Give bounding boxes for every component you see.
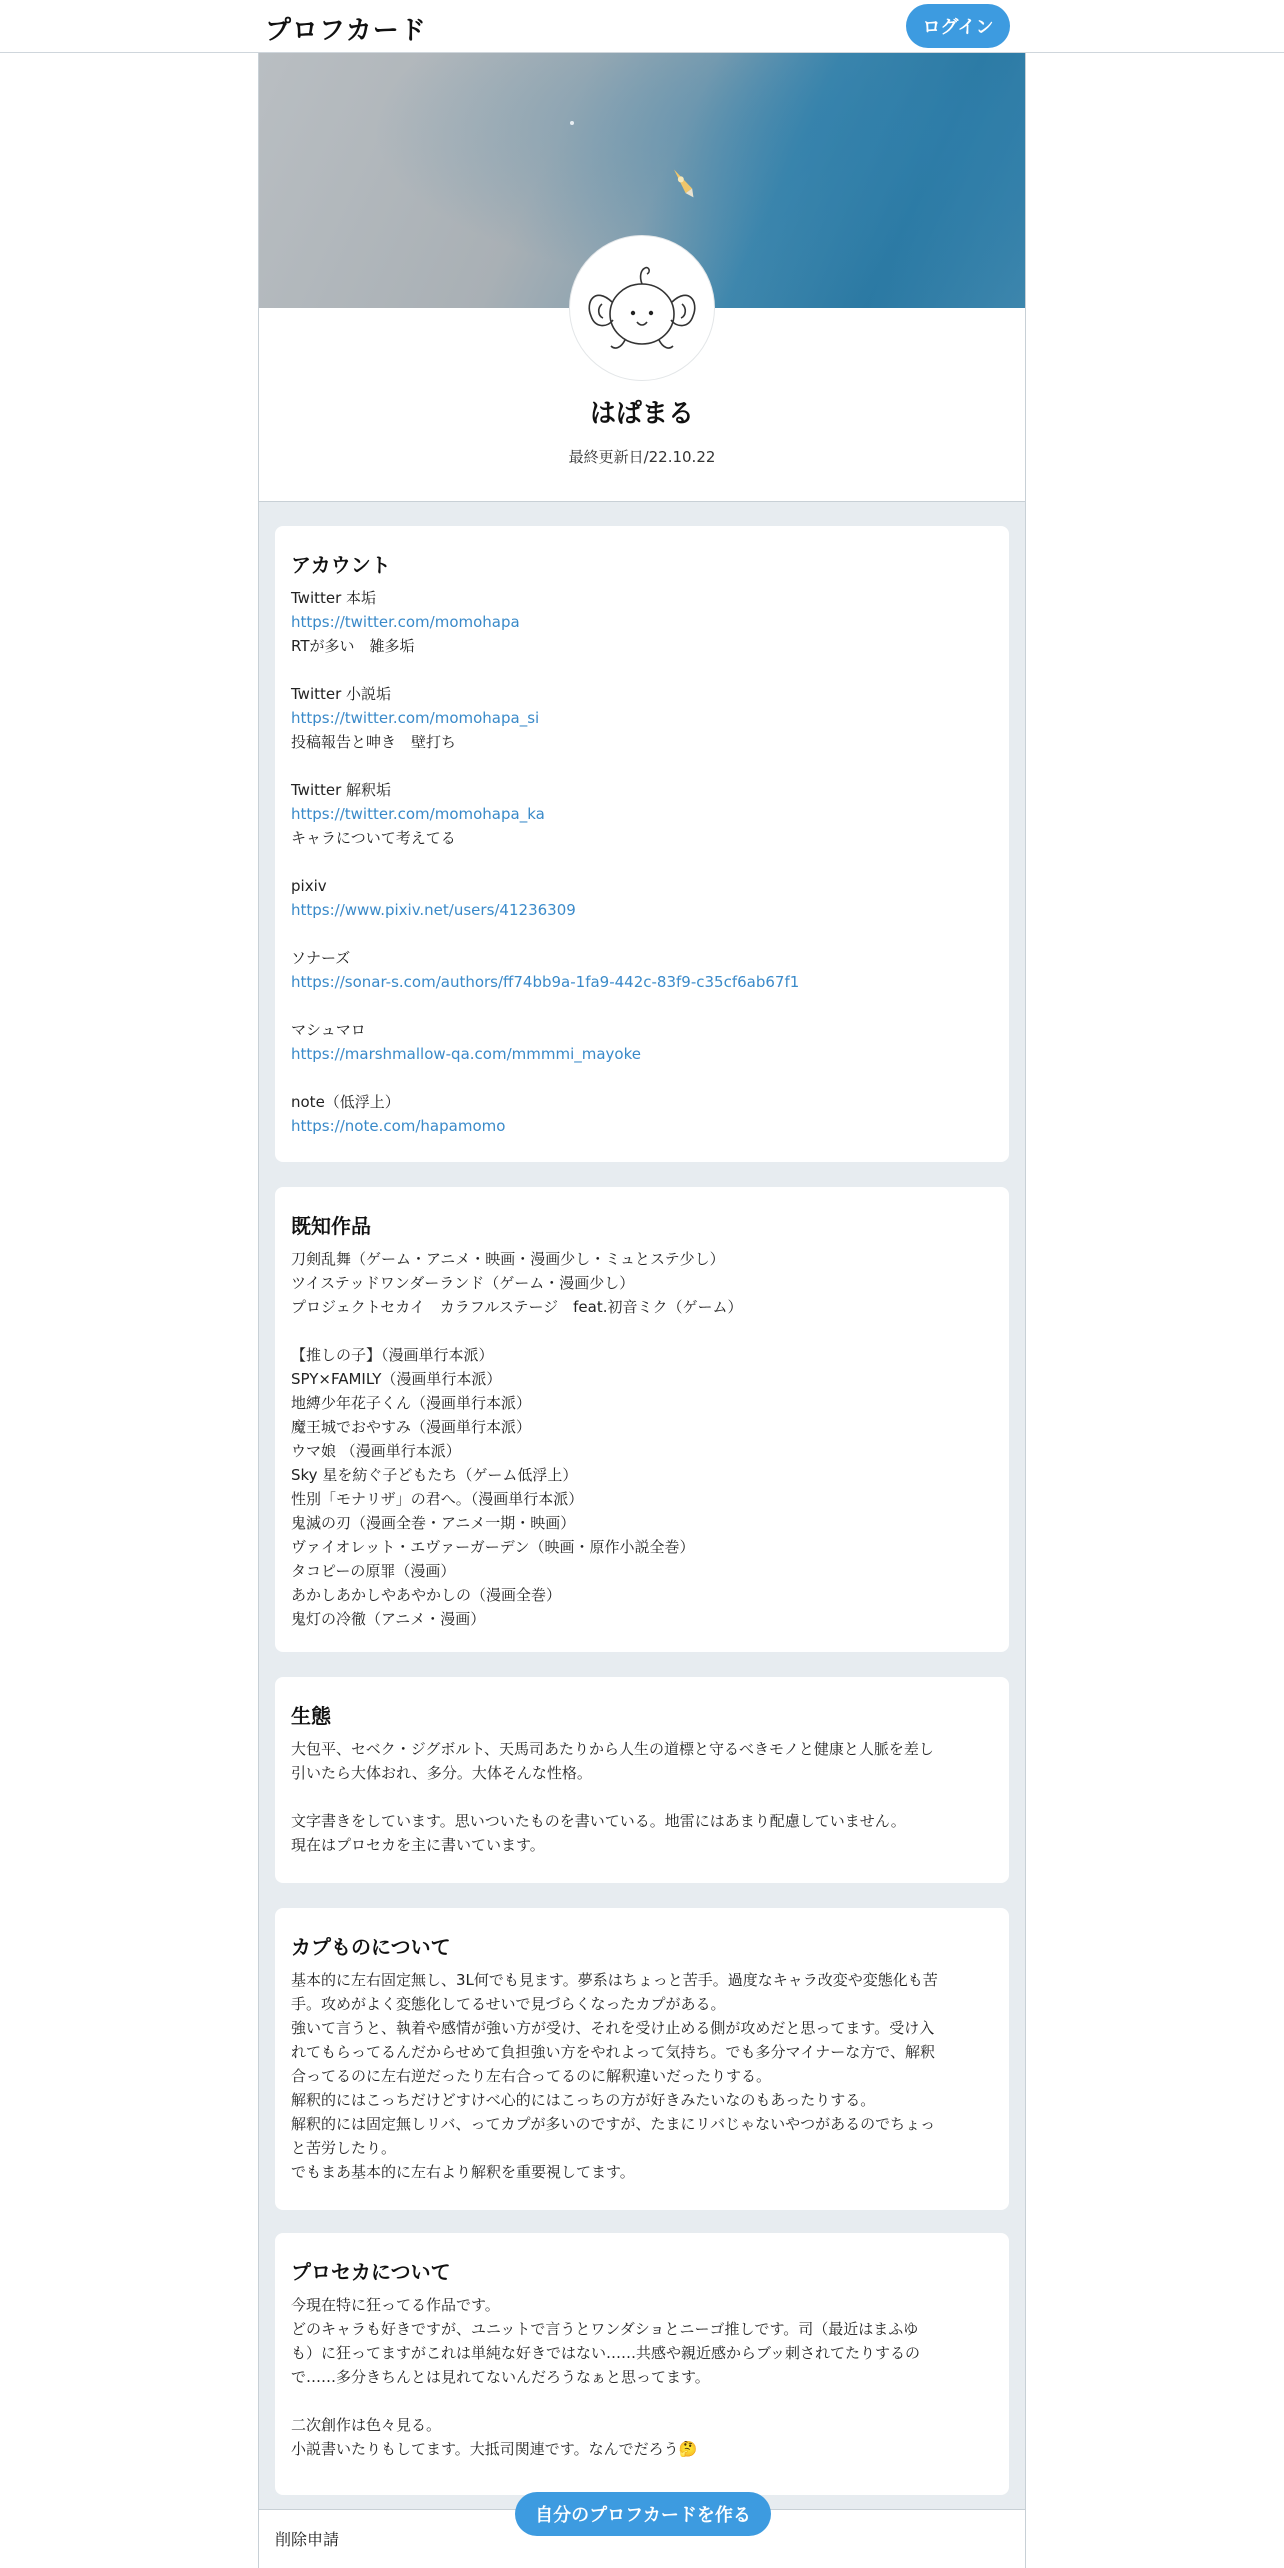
- section-body: [291, 1737, 993, 1857]
- text-line: 手。攻めがよく変態化してるせいで見づらくなったカプがある。: [291, 1995, 726, 2013]
- section-title: アカウント: [291, 553, 391, 577]
- text-line: 性別「モナリザ」の君へ。（漫画単行本派）: [291, 1490, 584, 1508]
- login-button[interactable]: ログイン: [906, 4, 1010, 48]
- account-link[interactable]: https://sonar-s.com/authors/ff74bb9a-1fa9-442c-83f9-c35cf6ab67f1: [291, 973, 800, 991]
- section-known-works: [275, 1187, 1009, 1652]
- profile-card: [258, 53, 1026, 2568]
- text-line: 文字書きをしています。思いついたものを書いている。地雷にはあまり配慮していません。: [291, 1812, 906, 1830]
- text-line: タコピーの原罪（漫画）: [291, 1562, 456, 1580]
- text-line: Twitter 解釈垢: [291, 781, 392, 799]
- account-link[interactable]: https://twitter.com/momohapa_si: [291, 709, 540, 727]
- top-bar: [0, 0, 1284, 53]
- section-couplings: [275, 1908, 1009, 2210]
- text-line: 鬼滅の刃（漫画全巻・アニメ一期・映画）: [291, 1514, 576, 1532]
- blank-line: [291, 754, 993, 778]
- text-line: どのキャラも好きですが、ユニットで言うとワンダショとニーゴ推しです。司（最近はまふゆ: [291, 2320, 919, 2338]
- section-body: [291, 586, 993, 1138]
- app-title[interactable]: プロフカード: [265, 16, 427, 46]
- section-body: [291, 1968, 993, 2184]
- blank-line: [291, 2389, 993, 2413]
- blank-line: [291, 994, 993, 1018]
- section-title: 既知作品: [291, 1214, 371, 1238]
- section-body: [291, 2293, 993, 2461]
- text-line: 強いて言うと、執着や感情が強い方が受け、それを受け止める側が攻めだと思ってます。受け入: [291, 2019, 935, 2037]
- account-link[interactable]: https://note.com/hapamomo: [291, 1117, 506, 1135]
- blank-line: [291, 1066, 993, 1090]
- text-line: 解釈的にはこっちだけどすけべ心的にはこっちの方が好きみたいなのもあったりする。: [291, 2091, 876, 2109]
- section-ecology: [275, 1677, 1009, 1883]
- section-prsk: [275, 2233, 1009, 2495]
- text-line: Sky 星を紡ぐ子どもたち（ゲーム低浮上）: [291, 1466, 578, 1484]
- blank-line: [291, 1785, 993, 1809]
- text-line: プロジェクトセカイ カラフルステージ feat.初音ミク（ゲーム）: [291, 1298, 743, 1316]
- profile-header: [259, 53, 1025, 502]
- text-line: 【推しの子】（漫画単行本派）: [291, 1346, 494, 1364]
- avatar: [569, 235, 715, 381]
- text-line: 引いたら大体おれ、多分。大体そんな性格。: [291, 1764, 592, 1782]
- account-link[interactable]: https://twitter.com/momohapa_ka: [291, 805, 545, 823]
- section-title: プロセカについて: [291, 2260, 451, 2284]
- avatar-drawing: [581, 258, 703, 358]
- text-line: 基本的に左右固定無し、3L何でも見ます。夢系はちょっと苦手。過度なキャラ改変や変態化も苦: [291, 1971, 938, 1989]
- text-line: ツイステッドワンダーランド（ゲーム・漫画少し）: [291, 1274, 635, 1292]
- text-line: 小説書いたりもしてます。大抵司関連です。なんでだろう🤔: [291, 2440, 698, 2458]
- text-line: pixiv: [291, 877, 327, 895]
- text-line: Twitter 本垢: [291, 589, 377, 607]
- delete-request-link[interactable]: 削除申請: [275, 2530, 340, 2549]
- text-line: Twitter 小説垢: [291, 685, 392, 703]
- text-line: キャラについて考えてる: [291, 829, 456, 847]
- text-line: ウマ娘 （漫画単行本派）: [291, 1442, 461, 1460]
- blank-line: [291, 1319, 993, 1343]
- text-line: SPY×FAMILY（漫画単行本派）: [291, 1370, 502, 1388]
- text-line: 大包平、セベク・ジグボルト、天馬司あたりから人生の道標と守るべきモノと健康と人脈を差し: [291, 1740, 934, 1758]
- text-line: も）に狂ってますがこれは単純な好きではない……共感や親近感からブッ刺されてたりするの: [291, 2344, 920, 2362]
- text-line: 地縛少年花子くん（漫画単行本派）: [291, 1394, 532, 1412]
- text-line: と苦労したり。: [291, 2139, 397, 2157]
- text-line: ヴァイオレット・エヴァーガーデン（映画・原作小説全巻）: [291, 1538, 695, 1556]
- section-accounts: [275, 526, 1009, 1162]
- account-link[interactable]: https://twitter.com/momohapa: [291, 613, 520, 631]
- text-line: れてもらってるんだからせめて負担強い方をやれよって気持ち。でも多分マイナーな方で、解釈: [291, 2043, 935, 2061]
- text-line: 投稿報告と呻き 壁打ち: [291, 733, 457, 751]
- section-title: カプものについて: [291, 1935, 451, 1959]
- text-line: 二次創作は色々見る。: [291, 2416, 442, 2434]
- text-line: 合ってるのに左右逆だったり左右合ってるのに解釈違いだったりする。: [291, 2067, 772, 2085]
- last-updated: 最終更新日/22.10.22: [568, 448, 716, 466]
- text-line: 解釈的には固定無しリバ、ってカプが多いのですが、たまにリバじゃないやつがあるのでちょっ: [291, 2115, 936, 2133]
- text-line: 今現在特に狂ってる作品です。: [291, 2296, 500, 2314]
- text-line: マシュマロ: [291, 1021, 366, 1039]
- text-line: で……多分きちんとは見れてないんだろうなぁと思ってます。: [291, 2368, 710, 2386]
- text-line: ソナーズ: [291, 949, 351, 967]
- make-profcard-button[interactable]: 自分のプロフカードを作る: [515, 2492, 771, 2536]
- section-body: [291, 1247, 993, 1631]
- text-line: note（低浮上）: [291, 1093, 400, 1111]
- blank-line: [291, 658, 993, 682]
- account-link[interactable]: https://www.pixiv.net/users/41236309: [291, 901, 576, 919]
- text-line: RTが多い 雑多垢: [291, 637, 415, 655]
- blank-line: [291, 850, 993, 874]
- text-line: 刀剣乱舞（ゲーム・アニメ・映画・漫画少し・ミュとステ少し）: [291, 1250, 725, 1268]
- account-link[interactable]: https://marshmallow-qa.com/mmmmi_mayoke: [291, 1045, 641, 1063]
- text-line: 鬼灯の冷徹（アニメ・漫画）: [291, 1610, 486, 1628]
- text-line: 魔王城でおやすみ（漫画単行本派）: [291, 1418, 532, 1436]
- section-title: 生態: [291, 1704, 331, 1728]
- text-line: 現在はプロセカを主に書いています。: [291, 1836, 545, 1854]
- profile-name: はぱまる: [589, 399, 694, 429]
- blank-line: [291, 922, 993, 946]
- text-line: あかしあかしやあやかしの（漫画全巻）: [291, 1586, 562, 1604]
- text-line: でもまあ基本的に左右より解釈を重要視してます。: [291, 2163, 635, 2181]
